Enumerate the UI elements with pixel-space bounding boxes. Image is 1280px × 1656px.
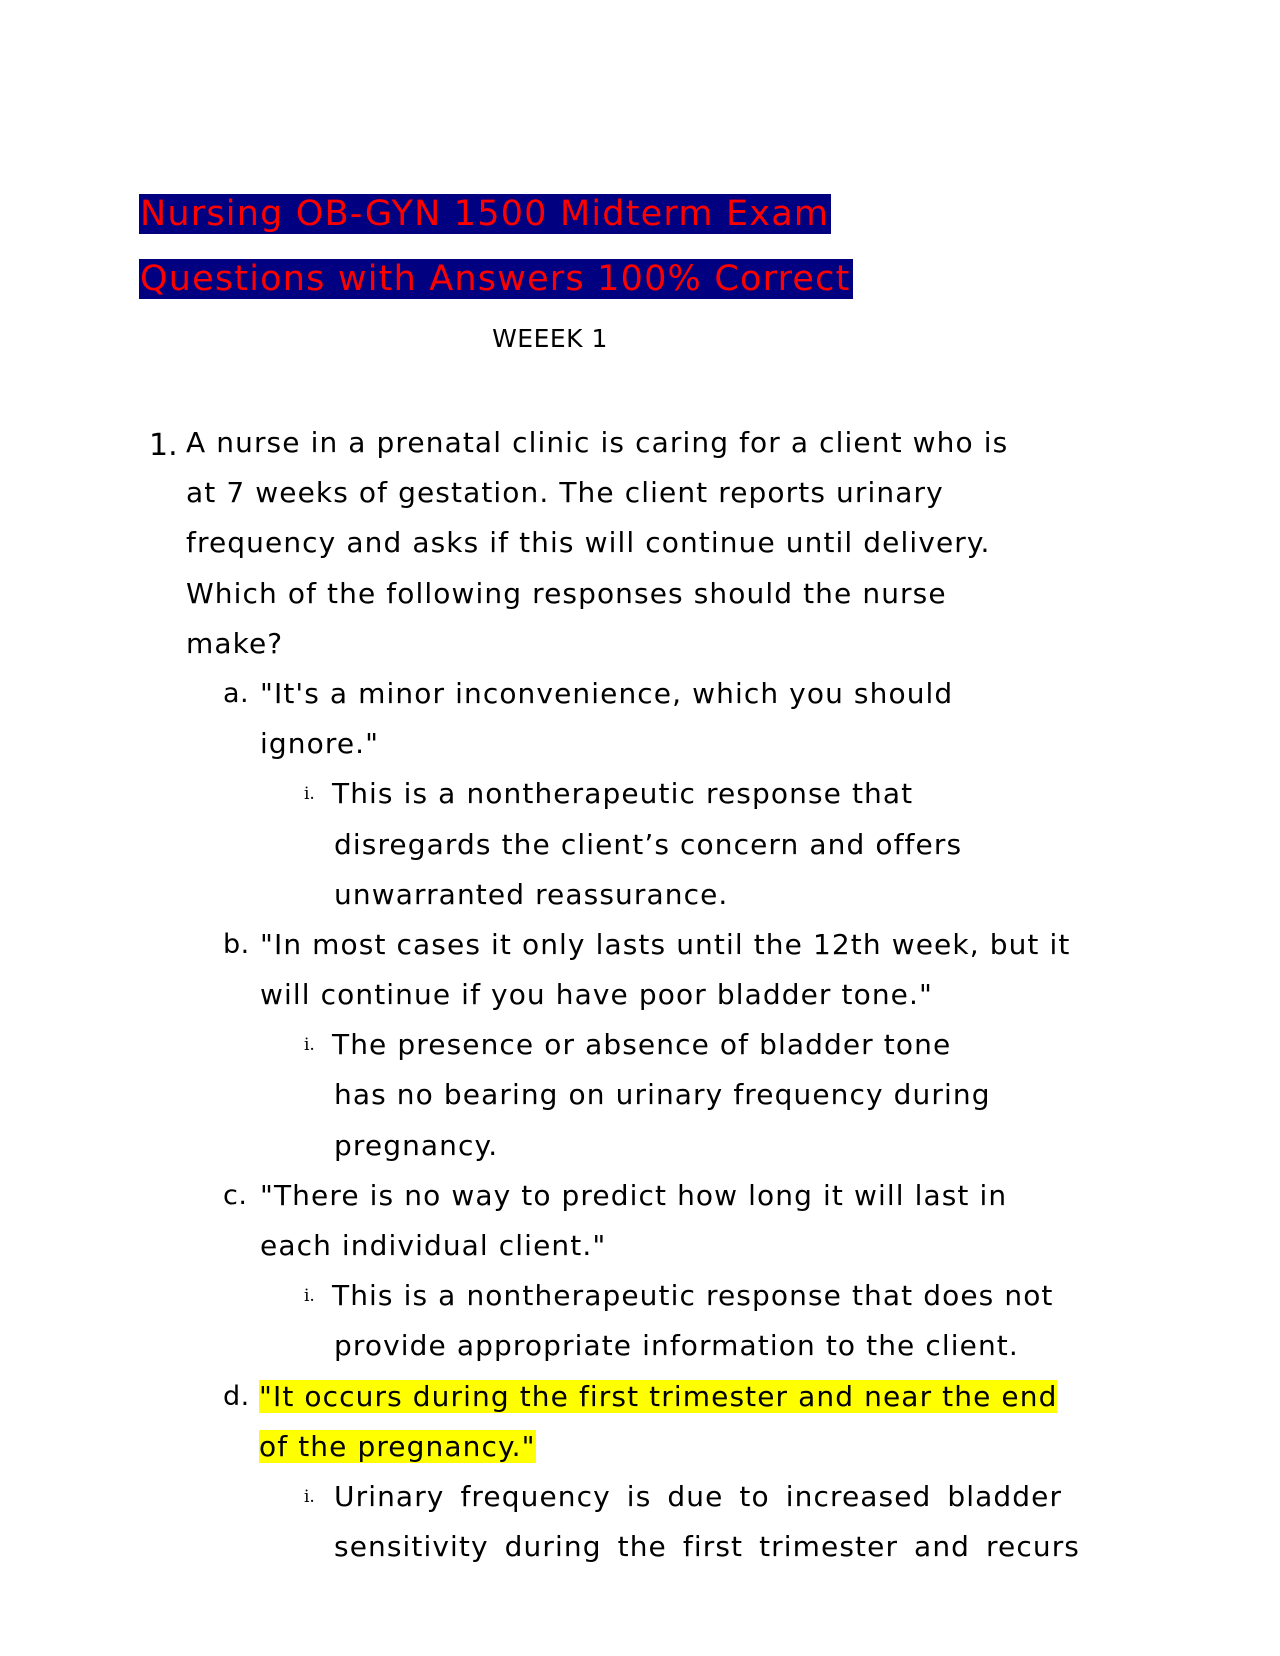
option-a-rationale-label: i. [304,784,315,804]
option-d-text [259,1380,1057,1414]
question-stem-line: at 7 weeks of gestation. The client reports urinary [186,476,944,509]
option-d-rationale: Urinary frequency is due to increased bladder [334,1480,1063,1513]
week-heading: WEEEK 1 [492,324,608,353]
question-stem-line: make? [186,627,284,660]
question-stem-line: A nurse in a prenatal clinic is caring for a client who is [186,426,1009,459]
option-d-rationale: sensitivity during the first trimester and recurs [334,1530,1080,1563]
option-a-text: ignore." [260,727,380,760]
option-d-rationale-label: i. [304,1487,315,1507]
option-b-text: will continue if you have poor bladder tone." [260,978,933,1011]
option-b-label: b. [223,929,250,960]
option-b-rationale: The presence or absence of bladder tone [332,1028,952,1061]
correct-answer-highlight: of the pregnancy." [259,1430,536,1463]
option-c-text: "There is no way to predict how long it will last in [260,1179,1008,1212]
title-line-1 [139,192,831,236]
option-d-text [259,1430,536,1464]
option-c-rationale: provide appropriate information to the client. [334,1329,1019,1362]
option-b-rationale: has no bearing on urinary frequency during [334,1078,991,1111]
option-a-rationale: unwarranted reassurance. [334,878,729,911]
question-stem-line: Which of the following responses should the nurse [186,577,947,610]
correct-answer-highlight: "It occurs during the first trimester and near the end [259,1380,1058,1413]
option-c-label: c. [223,1180,248,1211]
option-b-rationale: pregnancy. [334,1129,499,1162]
option-b-rationale-label: i. [304,1035,315,1055]
option-c-rationale: This is a nontherapeutic response that does not [332,1279,1054,1312]
option-d-label: d. [223,1381,250,1412]
option-a-rationale: disregards the client’s concern and offers [334,828,963,861]
title-text-1: Nursing OB-GYN 1500 Midterm Exam [140,194,830,234]
option-a-label: a. [223,678,250,709]
question-stem-line: frequency and asks if this will continue until delivery. [186,526,991,559]
option-a-text: "It's a minor inconvenience, which you should [260,677,954,710]
option-b-text: "In most cases it only lasts until the 12th week, but it [260,928,1071,961]
title-text-2: Questions with Answers 100% Correct [140,259,851,299]
question-number: 1. [149,428,178,463]
option-c-rationale-label: i. [304,1286,315,1306]
title-line-2 [139,257,853,301]
option-c-text: each individual client." [260,1229,607,1262]
option-a-rationale: This is a nontherapeutic response that [332,777,914,810]
